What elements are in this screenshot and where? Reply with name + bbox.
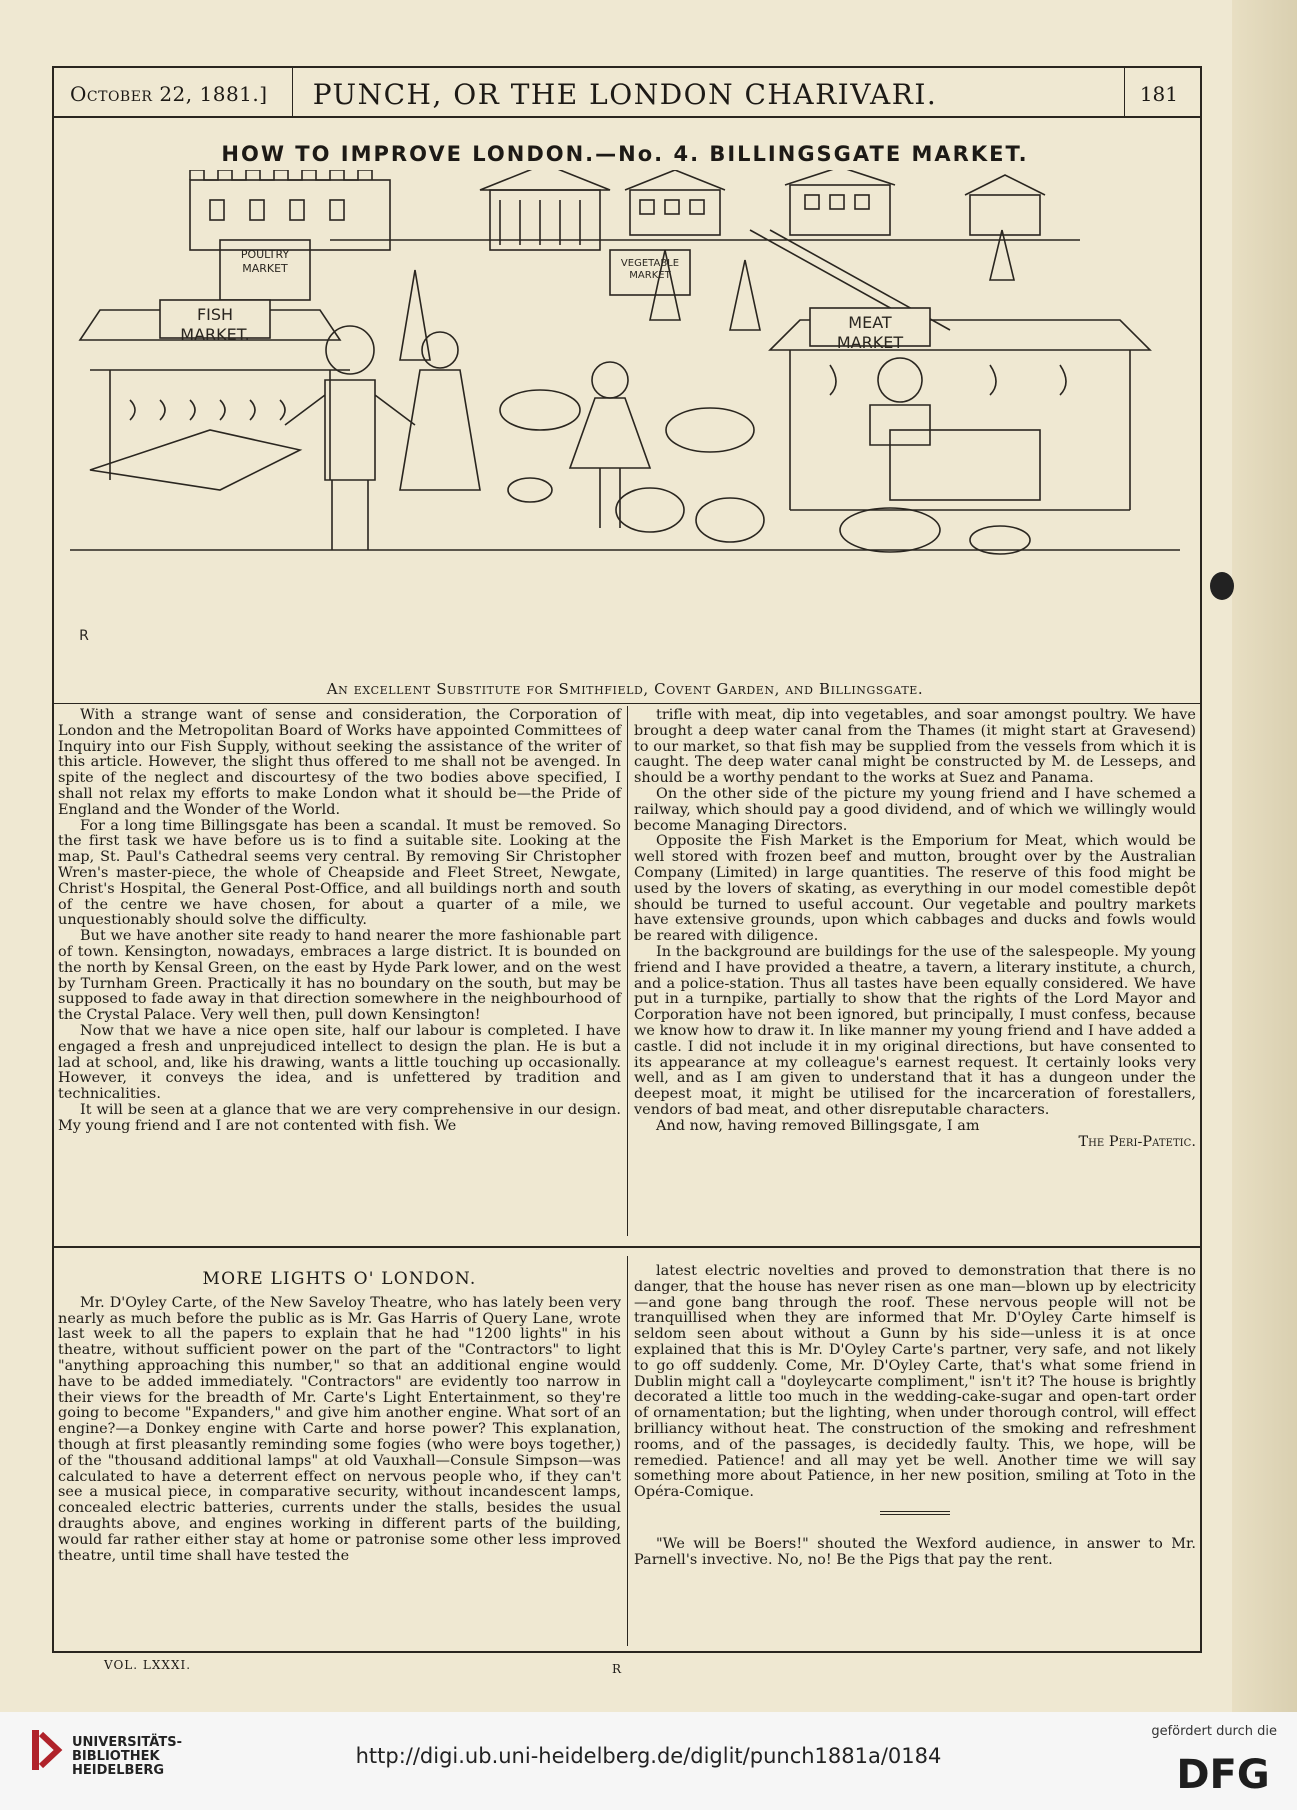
lights-paragraph: latest electric novelties and proved to demonstration that there is no danger, that the house has never risen as one man—blown up by electricity—and gone bang through the roof. These nervous people will not be tranquillised when they are informed that Mr. D'Oyley Carte himself is seldom seen about without a Gunn by his side—unless it is at once explained that this is Mr. D'Oyley Carte's partner, very safe, and not likely to go off suddenly. Come, Mr. D'Oyley Carte, that's what some friend in Dublin might call a "doyleycarte compliment," isn't it? The house is brightly decorated a little too much in the wedding-cake-sugar and open-tart order of ornamentation; but the lighting, when under thorough control, will effect brilliancy without heat. The construction of the smoking and refreshment rooms, and of the passages, is decidedly faulty. This, we hope, will be remedied. Patience! and all may yet be well. Another time we will say something more about Patience, in her new position, smiling at Toto in the Opéra-Comique. <box>634 1263 1196 1501</box>
article-paragraph: For a long time Billingsgate has been a scandal. It must be removed. So the first task we have before us is to find a suitable site. Looking at the map, St. Paul's Cathedral seems very central. By removing Sir Christopher Wren's master-piece, the whole of Cheapside and Fleet Street, Newgate, Christ's Hospital, the General Post-Office, and all buildings north and south of the centre we have chosen, for about a quarter of a mile, we unquestionably should solve the difficulty. <box>58 817 621 929</box>
tavern-drawing <box>625 170 725 235</box>
section-rule <box>52 1246 1200 1248</box>
institute-drawing <box>785 170 895 235</box>
caption-rule <box>52 703 1200 704</box>
animals <box>500 390 1030 554</box>
article-right-column <box>634 708 1196 1150</box>
vegetable-sign-line2: MARKET <box>629 270 671 281</box>
girl-figure-center <box>570 362 650 528</box>
artist-mark: R <box>79 628 89 644</box>
lights-left-column <box>58 1264 621 1564</box>
castle-drawing <box>190 170 390 250</box>
fish-sign-line1: FISH <box>196 305 234 324</box>
page-number: 181 <box>1139 82 1178 106</box>
page-edge <box>1232 0 1297 1712</box>
article-paragraph: Now that we have a nice open site, half our labour is completed. I have engaged a fresh and unprejudiced intellect to design the plan. He is but a lad at school, and, like his drawing, wants a little touching up occasionally. However, it conveys the idea, and is unfettered by tradition and technicalities. <box>58 1022 621 1103</box>
church-drawing <box>480 170 610 250</box>
header-divider-left <box>292 66 293 117</box>
dfg-logo-text: DFG <box>1176 1752 1270 1794</box>
header-rule <box>52 116 1200 118</box>
institution-name-line: BIBLIOTHEK <box>72 1749 160 1764</box>
poultry-sign-line1: POULTRY <box>240 248 290 261</box>
binding-hole <box>1210 572 1234 600</box>
article-paragraph: trifle with meat, dip into vegetables, and soar amongst poultry. We have brought a deep water canal from the Thames (it might start at Gravesend) to our market, so that fish may be supplied from the vessels from which it is caught. The deep water canal might be constructed by M. de Lesseps, and should be a worthy pendant to the works at Suez and Panama. <box>634 707 1196 787</box>
header-divider-right <box>1124 66 1125 117</box>
dfg-logo-icon[interactable] <box>1169 1750 1277 1794</box>
volume-label: VOL. LXXXI. <box>104 1658 192 1672</box>
article-paragraph: But we have another site ready to hand nearer the more fashionable part of town. Kensington, nowadays, embraces a large district. It is bounded on the north by Kensal Green, on the east by Hyde Park lower, and on the west by Turnham Green. Practically it has no boundary on the south, but may be supposed to fade away in that direction somewhere in the neighbourhood of the Crystal Palace. Very well then, pull down Kensington! <box>58 928 621 1024</box>
article-paragraph: With a strange want of sense and consideration, the Corporation of London and the Metropolitan Board of Works have appointed Committees of Inquiry into our Fish Supply, without seeking the assistance of the writer of this article. However, the slight thus offered to me shall not be avenged. In spite of the neglect and discourtesy of the two bodies above specified, I shall not relax my efforts to make London what it should be—the Pride of England and the Wonder of the World. <box>58 707 621 818</box>
girl-figure-left <box>400 332 480 490</box>
boers-paragraph: "We will be Boers!" shouted the Wexford audience, in answer to Mr. Parnell's invective. No, no! Be the Pigs that pay the rent. <box>634 1535 1196 1568</box>
lights-right-column <box>634 1264 1196 1569</box>
separator-rule <box>880 1511 950 1515</box>
article-paragraph: In the background are buildings for the use of the salespeople. My young friend and I have provided a theatre, a tavern, a literary institute, a church, and a police-station. Thus all tastes have been equally considered. We have put in a turnpike, partially to show that the rights of the Lord Mayor and Corporation have not been ignored, but principally, I must confess, because we know how to draw it. In like manner my young friend and I have added a castle. I did not include it in my original directions, but have consented to its appearance at my colleague's earnest request. It certainly looks very well, and as I am given to understand that it has a dungeon under the deepest moat, it might be utilised for the incarceration of forestallers, vendors of bad meat, and other disreputable characters. <box>634 943 1196 1118</box>
column-divider-lower <box>627 1256 628 1646</box>
page-header <box>52 70 1198 118</box>
article-paragraph: It will be seen at a glance that we are very comprehensive in our design. My young friend and I are not contented with fish. We <box>58 1101 621 1134</box>
fishmonger-figure <box>285 326 415 550</box>
publication-title: PUNCH, OR THE LONDON CHARIVARI. <box>312 78 938 111</box>
police-station-drawing <box>965 175 1045 235</box>
signature-mark: R <box>612 1662 622 1676</box>
institution-name-line: UNIVERSITÄTS- <box>72 1735 182 1750</box>
fish-sign-line2: MARKET. <box>180 325 250 344</box>
article-paragraph: Opposite the Fish Market is the Emporium for Meat, which would be well stored with frozen beef and mutton, brought over by the Australian Company (Limited) in large quantities. The reserve of this food might be used by the lovers of skating, as everything in our model comestible depôt should be turned to useful account. Our vegetable and poultry markets have extensive grounds, upon which cabbages and ducks and fowls would be reared with diligence. <box>634 833 1196 945</box>
column-divider <box>627 706 628 1236</box>
article-paragraph: On the other side of the picture my young friend and I have schemed a railway, which should pay a good dividend, and of which we willingly would become Managing Directors. <box>634 785 1196 834</box>
meat-sign-line1: MEAT <box>848 313 892 332</box>
poultry-sign-line2: MARKET <box>242 262 288 275</box>
article-paragraph: And now, having removed Billingsgate, I am <box>656 1117 980 1134</box>
cartoon-illustration <box>70 170 1180 670</box>
institution-name-line: HEIDELBERG <box>72 1763 165 1778</box>
issue-date: October 22, 1881.] <box>70 82 268 106</box>
lights-title: MORE LIGHTS O' LONDON. <box>202 1269 477 1289</box>
article-left-column <box>58 708 621 1135</box>
cartoon-title: HOW TO IMPROVE LONDON.—No. 4. BILLINGSGATE MARKET. <box>221 142 1029 166</box>
article-signature: The Peri-Patetic. <box>1078 1133 1196 1150</box>
meat-sign-line2: MARKET <box>836 333 904 352</box>
lights-paragraph: Mr. D'Oyley Carte, of the New Saveloy Theatre, who has lately been very nearly as much before the public as is Mr. Gas Harris of Query Lane, wrote last week to all the papers to explain that he had "1200 lights" in his theatre, without sufficient power on the part of the "Contractors" to light "anything approaching this number," so that an additional engine would have to be added immediately. "Contractors" are evidently too narrow in their views for the breadth of Mr. Carte's Light Entertainment, so they're going to become "Expanders," and give him another engine. What sort of an engine?—a Donkey engine with Carte and horse power? This explanation, though at first pleasantly reminding some fogies (who were boys together,) of the "thousand additional lamps" at old Vauxhall—Consule Simpson—was calculated to have a deterrent effect on nervous people who, if they can't see a musical piece, in comparative security, without incandescent lamps, concealed electric batteries, currents under the stalls, besides the usual draughts above, and engines working in different parts of the building, would far rather either stay at home or patronise some other less improved theatre, until time shall have tested the <box>58 1294 621 1564</box>
permalink-url[interactable]: http://digi.ub.uni-heidelberg.de/diglit/punch1881a/0184 <box>355 1744 942 1768</box>
funding-note: gefördert durch die <box>1151 1724 1277 1739</box>
cartoon-caption: An excellent Substitute for Smithfield, Covent Garden, and Billingsgate. <box>326 680 924 698</box>
meat-market-stall <box>770 308 1150 510</box>
vegetable-sign-line1: VEGETABLE <box>620 258 680 269</box>
butcher-figure <box>870 358 930 445</box>
